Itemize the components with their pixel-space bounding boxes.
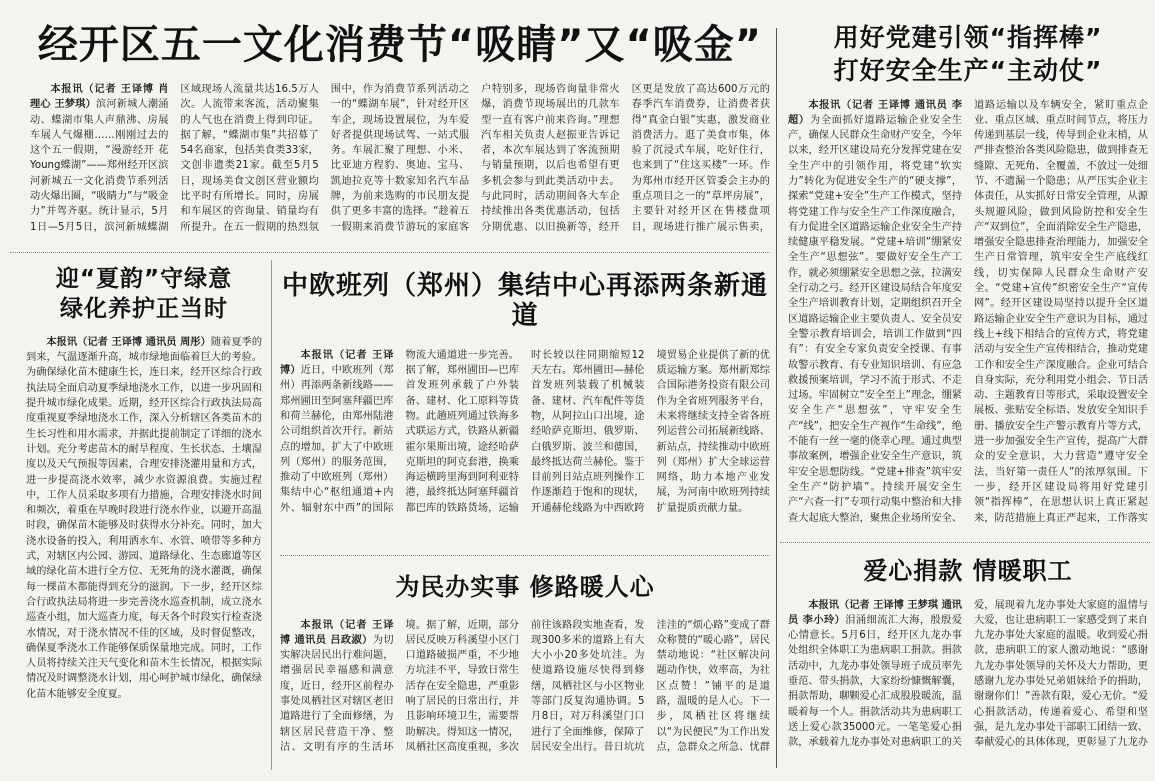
byline: 本报讯（记者 王译博 通讯员 李超） — [788, 99, 962, 126]
headline-line-2: 打好安全生产“主动仗” — [833, 55, 1103, 85]
byline: 本报讯（记者 王译博 通讯员 周彤） — [46, 336, 211, 348]
article-body — [280, 348, 770, 573]
section-divider-bottom-right — [780, 542, 1150, 543]
article-text: 随着夏季的到来，气温逐渐升高，城市绿地面临着巨大的考验。为确保绿化苗木健康生长，连日来，经开区综合行政执法局全面启动夏季绿地浇水工作，以进一步巩固和提升城市绿化成果。近期，经开区综合行政执法局高度重视夏季绿地浇水工作，深入分析辖区各类苗木的生长习性和用水需求，并据此提前制定了详细的浇水计划。充分考虑苗木的耐旱程度、生长状态、土壤湿度以及天气预报等因素，合理安排浇灌用量和方式，进一步提高浇水效率，减少水资源浪费。实施过程中，工作人员采取多项有力措施，合理安排浇水时间和频次，着重在早晚时段进行浇水作业，以避开高温时段，确保苗木能够及时获得水分补充。同时，加大浇水设备的投入，利用洒水车、水管、喷带等多种方式，对辖区内公园、游园、道路绿化、生态廊道等区域的绿化苗木进行全方位、无死角的浇水灌溉，确保每一棵苗木都能得到充分的滋润。下一步，经开区综合行政执法局将进一步完善浇水巡查机制，成立浇水巡查小组，加大巡查力度，每天各个时段实行检查浇水情况，对于浇水情况不佳的区域，及时督促整改，确保夏季浇水工作能够保质保量地完成。同时，工作人员将持续关注天气变化和苗木生长情况，根据实际情况及时调整浇水计划，用心呵护城市绿化，确保绿化苗木能够安全度夏。 — [26, 336, 262, 700]
headline-line-1: 用好党建引领“指挥棒” — [833, 23, 1103, 52]
article-text: 滨河新城人潮涌动、蝶湖市集人声鼎沸、房展车展人气爆棚……刚刚过去的这个五一假期，“漫游经开 花Young蝶湖”——郑州经开区滨河新城五一文化消费节系列活动火爆出圈，“吸睛力”与“吸金力”并驾齐驱。统计显示，5月1日—5月5日，滨河新城蝶湖区域现场人流量共达16.5万人次。人流带来客流，活动聚集的人气也在消费上得到印证。据了解，“蝶湖市集”共招募了54名商家，包括美食类33家，文创非遗类21家。截至5月5日，现场美食文创区营业额均比平时有所增长。同时，房展和车展区的咨询量、销量均有所提升。在五一假期的热烈氛围中，作为消费节系列活动之一的“蝶湖车展”，针对经开区车企，现场设置展位，为车爱好者提供现场试驾、一站式服务。车展汇聚了理想、小米、比亚迪方程豹、奥迪、宝马、凯迪拉克等十数家知名汽车品牌，为前来选购的市民朋友提供了更多丰富的选择。“趁着五一假期来消费节游玩的家庭客户特别多，现场咨询量非常火爆，消费节现场展出的几款车型一直有客户前来咨询。”理想汽车相关负责人赵振亚告诉记者，本次车展达到了客流预期与销量预期，以后也希望有更多机会参与到此类活动中去。与此同时，活动期间各大车企持续推出各类优惠活动，包括分期优惠、以旧换新等，经开区更是发放了高达600万元的春季汽车消费券，让消费者获得“真金白银”实惠，激发商业消费活力。逛了美食市集，体验了沉浸式车展，吃好住行，也来到了“住这买楼”一环。作为郑州市经开区管委会主办的重点项目之一的“草坪房展”，主要针对经开区在售楼盘项目，现场进行推广展示售卖， — [30, 84, 770, 233]
article-party-building-safety — [788, 24, 1148, 536]
article-body — [30, 82, 770, 248]
column-divider-right — [776, 28, 777, 768]
article-road-repair — [280, 574, 770, 774]
headline: 为民办实事 修路暖人心 — [395, 573, 655, 601]
headline-line-1: 迎“夏韵”守绿意 — [55, 266, 233, 292]
article-text: 为切实解决居民出行难问题，增强居民幸福感和满意度，近日，经开区前程办事处凤栖社区对辖区老旧道路进行了全面修缮，为辖区居民营造干净、整洁、文明有序的生活环境。据了解，近期，部分居民反映万科溪望小区门口道路破损严重，不少地方坑洼不平，导致日常生活存在安全隐患，严重影响了居民的日常出行，并且影响环境卫生，需要帮助解决。得知这一情况，凤栖社区高度重视，多次前往该路段实地查看，发现300多米的道路上有大大小小20多处坑洼。为使道路设施尽快得到修缮，凤栖社区与小区物业等部门反复沟通协调。5月8日，对万科溪望门口进行了全面维修，保障了居民安全出行。昔日坑坑洼洼的“烦心路”变成了群众称赞的“暖心路”，居民禁动地说：“社区解决问题动作快，效率高，为社区点赞！”铺平的是道路，温暖的是人心。下一步，凤栖社区将继续以“为民便民”为工作出发点，急群众之所急、忧群 — [280, 619, 770, 753]
article-body — [788, 98, 1148, 538]
headline: 中欧班列（郑州）集结中心再添两条新通道 — [281, 271, 768, 331]
article-china-europe-railway — [280, 262, 770, 547]
article-body — [788, 598, 1148, 766]
byline: 本报讯（记者 王译博 肖理心 王梦琪） — [30, 84, 169, 111]
article-body — [280, 618, 770, 770]
byline: 本报讯（记者 王译博） — [280, 349, 394, 377]
byline: 本报讯（记者 王译博 通讯员 吕政淑） — [280, 619, 394, 646]
article-body — [26, 335, 262, 757]
headline: 经开区五一文化消费节“吸睛”又“吸金” — [37, 22, 763, 68]
article-charity-donation — [788, 558, 1148, 773]
section-divider-top — [10, 252, 770, 253]
headline-line-2: 绿化养护正当时 — [60, 296, 228, 323]
byline: 本报讯（记者 王译博 王梦琪 通讯员 李小玲） — [788, 599, 962, 626]
article-text: 近日，中欧班列（郑州）再添两条新线路——郑州圃田至阿塞拜疆巴库和荷兰赫伦，由郑州陆港公司组织首次开行。新站点的增加，扩大了中欧班列（郑州）的服务范围，推动了中欧班列（郑州）集结中心“枢纽通道+内外、辐射东中西”的国际物流大通道进一步完善。据了解，郑州圃田—巴库首发班列承载了户外装备、建材、化工原料等货物。此趟班列通过铁海多式联运方式，铁路从新疆霍尔果斯出境，途经哈萨克斯坦的阿克套港，换乘海运横跨里海到阿利亚特港，最终抵达阿塞拜疆首都巴库的铁路货场，运输时长较以往同期缩短12天左右。郑州圃田—赫伦首发班列装载了机械装备、建材、汽车配件等货物，从阿拉山口出境，途经哈萨克斯坦、俄罗斯、白俄罗斯、波兰和德国，最终抵达荷兰赫伦。鉴于目前列日站点班列操作工作逐渐趋于饱和的现状，开通赫伦线路为中西欧跨境贸易企业提供了新的优质运输方案。郑州新郑综合国际港务投资有限公司作为全省班列服务平台，未来将继续支持全省各班列运营公司拓展新线路、新站点，持续推动中欧班列（郑州）扩大全球运营网络，助力本地产业发展，为河南中欧班列持续扩量提质贡献力量。 — [280, 349, 770, 514]
article-greening-maintenance — [26, 266, 262, 771]
article-text: 泪涌细流汇大海，殷殷爱心情意长。5月6日，经开区九龙办事处组织全体职工为患病职工捐款。捐款活动中，九龙办事处领导班子成员率先垂范、带头捐款，大家纷纷慷慨解囊，捐款帮助，聊颗爱心汇成股股暖流，温暖着每一个人。捐款活动共为患病职工送上爱心款35000元。一笔笔爱心捐款，承载着九龙办事处对患病职工的关爱，展现着九龙办事处大家庭的温情与大爱，也让患病职工一家感受到了来自九龙办事处大家庭的温暖。收到爱心捐款，患病职工的家人激动地说：“感谢九龙办事处领导的关怀及大力帮助，更感谢九龙办事处兄弟姐妹给予的捐助，谢谢你们！”善款有限，爱心无价。“爱心捐款活动，传递着爱心、希望和坚强，是九龙办事处干部职工团结一致、奉献爱心的具体体现，更彰显了九龙办 — [788, 599, 1148, 749]
headline: 爱心捐款 情暖职工 — [863, 557, 1073, 585]
article-consumption-festival — [30, 22, 770, 250]
column-divider-left — [271, 260, 272, 770]
article-text: 为全面抓好道路运输企业安全生产，确保人民群众生命财产安全，今年以来，经开区建设局充分发挥党建在安全生产中的引领作用，将党建“软实力”转化为促进安全生产的“硬支撑”，探索“党建+安全”生产工作模式，坚持将党建工作与安全生产工作深度融合，有力促进全区道路运输企业安全生产持续健康平稳发展。“党建+培训”绷紧安全生产“思想弦”。要做好安全生产工作，就必须绷紧安全思想之弦，拉满安全行动之弓。经开区建设局结合年度安全生产培训教育计划，定期组织召开全区道路运输企业主要负责人、安全员安全警示教育培训会，培训工作做到“四有”：有安全专家负责安全授课、有事故警示教育、有专业知识培训、有应急救援预案培训，学习不流于形式、不走过场。牢固树立“安全至上”理念，绷紧安全生产“思想弦”，守牢安全生产“线”，把安全生产视作“生命线”，绝不能有一丝一毫的侥幸心理。通过典型事故案例，增强企业安全生产意识，筑牢安全思想防线。“党建+排查”筑牢安全生产“防护墙”。持续开展安全生产“六查一打”专项行动集中整治和大排查大起底大整治，聚焦企业场所安全、道路运输以及车辆安全，紧盯重点企业、重点区域、重点时间节点，将压力传递到基层一线，传导到企业末梢，从严排查整治各类风险隐患，做到排查无缝隙、无死角、全覆盖，不放过一处细节、不遗漏一个隐患；从严压实企业主体责任，从实抓好日常安全管理，从源头规避风险，做到风险防控和安全生产“双到位”，全面消除安全生产隐患，增强安全隐患排查治理能力，加强安全生产日常管理，筑牢安全生产底线红线，切实保障人民群众生命财产安全。“党建+宣传”织密安全生产“宣传网”。经开区建设局坚持以提升全区道路运输企业安全生产意识为目标，通过线上+线下相结合的宣传方式，将党建活动与安全生产宣传相结合，推动党建工作和安全生产深度融合。企业可结合自身实际，充分利用党小组会、节日活动、主题教育日等形式，采取设置安全展板、张贴安全标语、发放安全知识手册、播放安全生产警示教育片等方式，进一步加强安全生产宣传，提高广大群众的安全意识，大力营造“遵守安全法，当好第一责任人”的浓厚氛围。下一步，经开区建设局将用好党建引领“指挥棒”，在思想认识上真正紧起来，防范措施上真正严起来，工作落实 — [788, 99, 1148, 524]
